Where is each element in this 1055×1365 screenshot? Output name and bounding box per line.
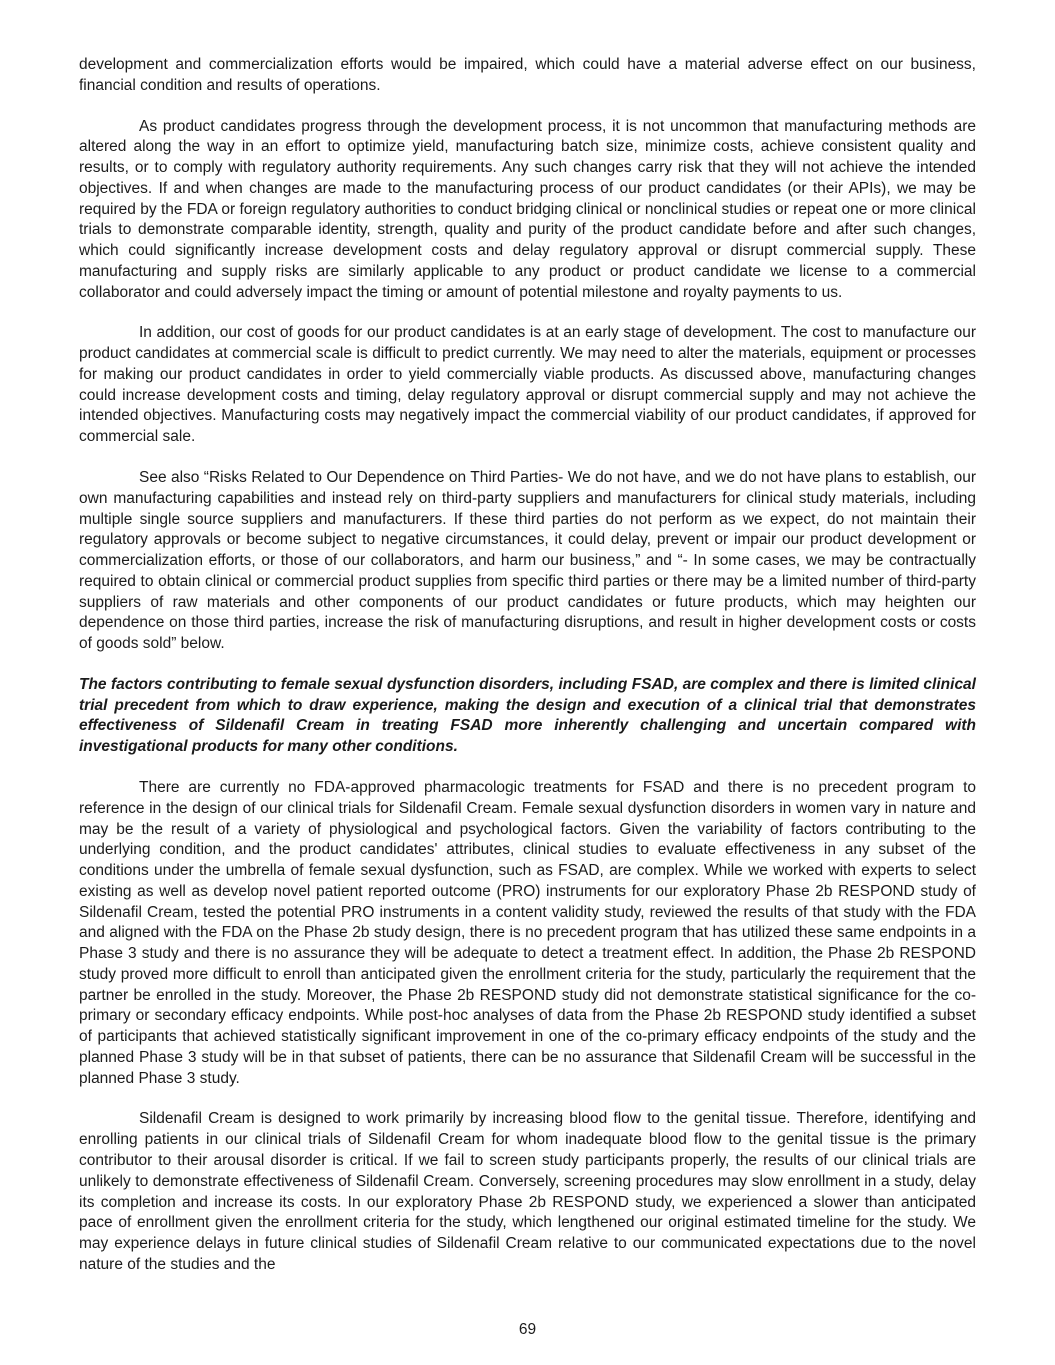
paragraph-cost-of-goods: In addition, our cost of goods for our product candidates is at an early stage of development. The cost to manufacture our product candidates at commercial scale is difficult to predict currently. We may need to alter the materials, equipment or processes for making our product candidates in order to yield commercially viable products. As discussed above, manufacturing changes could increase development costs and timing, delay regulatory approval or disrupt commercial supply and may not achieve the intended objectives. Manufacturing costs may negatively impact the commercial viability of our product candidates, if approved for commercial sale. <box>79 324 976 446</box>
paragraph-sildenafil-cream-design: Sildenafil Cream is designed to work primarily by increasing blood flow to the genital tissue. Therefore, identifying and enrolling patients in our clinical trials of Sildenafil Cream for whom inadequate blood flow to the genital tissue is the primary contributor to their arousal disorder is critical. If we fail to screen study participants properly, the results of our clinical trials are unlikely to demonstrate effectiveness of Sildenafil Cream. Conversely, screening procedures may slow enrollment in a study, delay its completion and increase its costs. In our exploratory Phase 2b RESPOND study, we experienced a slower than anticipated pace of enrollment given the enrollment criteria for the study, which lengthened our original estimated timeline for the study. We may experience delays in future clinical studies of Sildenafil Cream relative to our communicated expectations due to the novel nature of the studies and the <box>79 1110 976 1273</box>
paragraph-manufacturing-changes: As product candidates progress through the development process, it is not uncommon that manufacturing methods are altered along the way in an effort to optimize yield, manufacturing batch size, minimize costs, achieve consistent quality and results, or to comply with regulatory authority requirements. Any such changes carry risk that they will not achieve the intended objectives. If and when changes are made to the manufacturing process of our product candidates (or their APIs), we may be required by the FDA or foreign regulatory authorities to conduct bridging clinical or nonclinical studies or repeat one or more clinical trials to demonstrate comparable identity, strength, quality and purity of the product candidate before and after such changes, which could significantly increase development costs and delay regulatory approval or disrupt commercial supply. These manufacturing and supply risks are similarly applicable to any product or product candidate we license to a commercial collaborator and could adversely impact the timing or amount of potential milestone and royalty payments to us. <box>79 117 976 301</box>
paragraph-continuation: development and commercialization efforts would be impaired, which could have a material adverse effect on our business, financial condition and results of operations. <box>79 56 976 94</box>
page-number: 69 <box>518 1321 537 1338</box>
page-content <box>79 55 976 1296</box>
paragraph-no-fda-approved-treatments: There are currently no FDA-approved pharmacologic treatments for FSAD and there is no precedent program to reference in the design of our clinical trials for Sildenafil Cream. Female sexual dysfunction disorders in women vary in nature and may be the result of a variety of physiological and psychological factors. Given the variability of factors contributing to the underlying condition, and the product candidates' attributes, clinical studies to evaluate effectiveness in any subset of the conditions under the umbrella of female sexual dysfunction, such as FSAD, are complex. While we worked with experts to select existing as well as develop novel patient reported outcome (PRO) instruments for our exploratory Phase 2b RESPOND study of Sildenafil Cream, tested the potential PRO instruments in a content validity study, reviewed the results of that study with the FDA and aligned with the FDA on the Phase 2b study design, there is no precedent program that has utilized these same endpoints in a Phase 3 study and there is no assurance they will be adequate to detect a treatment effect. In addition, the Phase 2b RESPOND study proved more difficult to enroll than anticipated given the enrollment criteria for the study, particularly the requirement that the partner be enrolled in the study. Moreover, the Phase 2b RESPOND study did not demonstrate statistical significance for the co-primary or secondary efficacy endpoints. While post-hoc analyses of data from the Phase 2b RESPOND study identified a subset of participants that achieved statistically significant improvement in one of the co-primary efficacy endpoints of the study and the planned Phase 3 study will be in that subset of patients, there can be no assurance that Sildenafil Cream will be successful in the planned Phase 3 study. <box>79 778 976 1087</box>
page-footer <box>0 1321 1055 1339</box>
section-heading-fsad-risk-factor: The factors contributing to female sexual dysfunction disorders, including FSAD, are complex and there is limited clinical trial precedent from which to draw experience, making the design and execution of a clinical trial that demonstrates effectiveness of Sildenafil Cream in treating FSAD more inherently challenging and uncertain compared with investigational products for many other conditions. <box>79 675 976 756</box>
paragraph-see-also-cross-reference: See also “Risks Related to Our Dependence on Third Parties- We do not have, and we do not have plans to establish, our own manufacturing capabilities and instead rely on third-party suppliers and manufacturers for clinical study materials, including multiple single source suppliers and manufacturers. If these third parties do not perform as we expect, do not maintain their regulatory approvals or become subject to negative circumstances, it could delay, prevent or impair our product development or commercialization efforts, or those of our collaborators, and harm our business,” and “- In some cases, we may be contractually required to obtain clinical or commercial product supplies from specific third parties or there may be a limited number of third-party suppliers of raw materials and other components of our product candidates or future products, which may heighten our dependence on those third parties, increase the risk of manufacturing disruptions, and result in higher development costs or costs of goods sold” below. <box>79 469 976 653</box>
